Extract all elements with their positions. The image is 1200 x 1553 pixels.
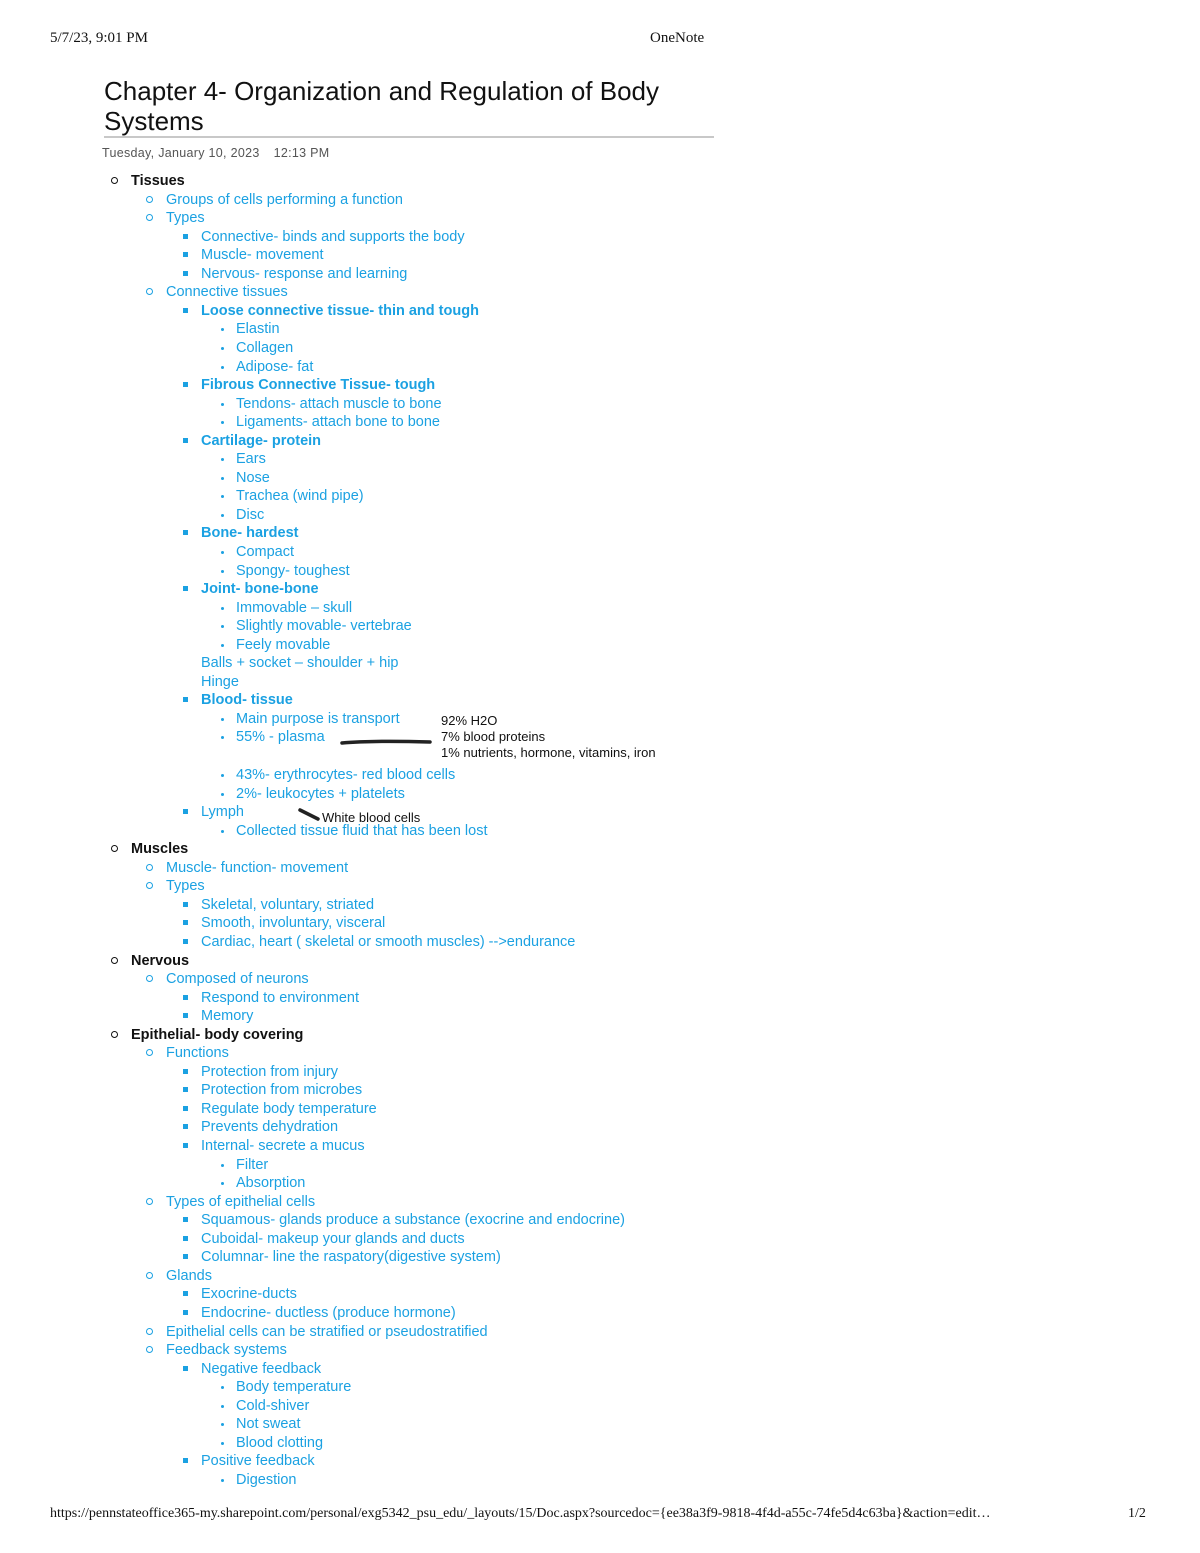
outline-item-text: Epithelial cells can be stratified or pseudostratified — [166, 1324, 488, 1340]
outline-item-text: Loose connective tissue- thin and tough — [201, 303, 479, 319]
outline-item-text: Smooth, involuntary, visceral — [201, 915, 386, 931]
outline-item-text: Muscles — [131, 841, 189, 857]
outline-item-text: Cardiac, heart ( skeletal or smooth muscles) -->endurance — [201, 934, 576, 950]
page-date: Tuesday, January 10, 2023 — [102, 146, 260, 160]
print-timestamp: 5/7/23, 9:01 PM — [50, 30, 148, 46]
outline-item-text: Memory — [201, 1008, 254, 1024]
outline-item-text: Skeletal, voluntary, striated — [201, 897, 375, 913]
outline-item-text: Regulate body temperature — [201, 1101, 377, 1117]
outline-item-text: Cuboidal- makeup your glands and ducts — [201, 1231, 465, 1247]
outline-item-text: Prevents dehydration — [201, 1119, 339, 1135]
outline-item-text: Protection from microbes — [201, 1082, 363, 1098]
outline-item-text: Types of epithelial cells — [166, 1194, 316, 1210]
outline-item-text: Compact — [236, 544, 295, 560]
outline-item-text: Epithelial- body covering — [131, 1027, 304, 1043]
outline-item-text: Blood clotting — [236, 1435, 324, 1451]
outline-item-text: Spongy- toughest — [236, 563, 350, 579]
outline-item-text: Cartilage- protein — [201, 433, 322, 449]
outline-item-text: Connective tissues — [166, 284, 288, 300]
outline-item-text: Trachea (wind pipe) — [236, 488, 364, 504]
outline-item-text: Feely movable — [236, 637, 331, 653]
outline-item-text: Body temperature — [236, 1379, 352, 1395]
outline-item-text: Internal- secrete a mucus — [201, 1138, 365, 1154]
outline-item-text: Connective- binds and supports the body — [201, 229, 465, 245]
outline-item-text: Nervous — [131, 953, 190, 969]
outline-item-text: Composed of neurons — [166, 971, 309, 987]
outline-item-text: Endocrine- ductless (produce hormone) — [201, 1305, 456, 1321]
outline-item-text: Protection from injury — [201, 1064, 338, 1080]
outline-item-text: Collagen — [236, 340, 294, 356]
outline-item-text: Respond to environment — [201, 990, 359, 1006]
outline-item-text: Cold-shiver — [236, 1398, 310, 1414]
outline-item-text: Collected tissue fluid that has been lost — [236, 823, 488, 839]
outline-item-text: Bone- hardest — [201, 525, 299, 541]
outline-item-text: Exocrine-ducts — [201, 1286, 297, 1302]
outline-item-text: Functions — [166, 1045, 229, 1061]
outline-item-text: Tissues — [131, 173, 185, 189]
plasma-note-water: 92% H2O — [441, 713, 498, 728]
outline-item-text: Tendons- attach muscle to bone — [236, 396, 442, 412]
outline-item-text: Feedback systems — [166, 1342, 287, 1358]
outline-item-text: Not sweat — [236, 1416, 301, 1432]
print-app-name: OneNote — [650, 30, 705, 46]
page-title: Chapter 4- Organization and Regulation of Body Systems — [104, 76, 660, 136]
outline-item-text: Adipose- fat — [236, 359, 314, 375]
outline-item-text: Hinge — [201, 674, 239, 690]
outline-item-text: Fibrous Connective Tissue- tough — [201, 377, 436, 393]
outline-item-text: Squamous- glands produce a substance (exocrine and endocrine) — [201, 1212, 625, 1228]
outline-item-text: 43%- erythrocytes- red blood cells — [236, 767, 456, 783]
lymph-note: White blood cells — [322, 810, 421, 825]
outline-item-text: Nose — [236, 470, 270, 486]
plasma-note-nutrients: 1% nutrients, hormone, vitamins, iron — [441, 745, 656, 760]
outline-item-text: Columnar- line the raspatory(digestive system) — [201, 1249, 501, 1265]
outline-item-text: Blood- tissue — [201, 692, 293, 708]
outline-item-text: Types — [166, 878, 205, 894]
outline-item-text: Main purpose is transport — [236, 711, 400, 727]
outline-item-text: Balls + socket – shoulder + hip — [201, 655, 399, 671]
outline-item-text: Negative feedback — [201, 1361, 322, 1377]
outline-item-text: Digestion — [236, 1472, 297, 1488]
outline-item-text: Elastin — [236, 321, 280, 337]
outline-item-text: Lymph — [201, 804, 244, 820]
ink-arrow-plasma — [342, 741, 430, 743]
outline-item-text: Immovable – skull — [236, 600, 353, 616]
outline-item-text: Types — [166, 210, 205, 226]
outline-item-text: Ears — [236, 451, 266, 467]
outline-item-text: Glands — [166, 1268, 212, 1284]
outline-item-text: Joint- bone-bone — [201, 581, 319, 597]
outline-item-text: Ligaments- attach bone to bone — [236, 414, 440, 430]
outline-item-text: Positive feedback — [201, 1453, 315, 1469]
outline-item-text: Groups of cells performing a function — [166, 192, 403, 208]
footer-page-number: 1/2 — [1128, 1506, 1146, 1521]
outline-item-text: Muscle- function- movement — [166, 860, 349, 876]
outline-item-text: Absorption — [236, 1175, 306, 1191]
outline-item-text: Muscle- movement — [201, 247, 324, 263]
footer-url: https://pennstateoffice365-my.sharepoint.com/personal/exg5342_psu_edu/_layouts/15/Doc.aspx?sourcedoc={ee38a3f9-9818-4f4d-a55c-74fe5d4c63ba}&action=edit… — [50, 1506, 991, 1521]
plasma-note-proteins: 7% blood proteins — [441, 729, 546, 744]
outline-item-text: Slightly movable- vertebrae — [236, 618, 412, 634]
outline-item-text: Disc — [236, 507, 265, 523]
outline-item-text: Nervous- response and learning — [201, 266, 408, 282]
outline-item-text: Filter — [236, 1157, 269, 1173]
outline-item-text: 2%- leukocytes + platelets — [236, 786, 405, 802]
page-time: 12:13 PM — [273, 146, 330, 160]
outline-item-text: 55% - plasma — [236, 729, 325, 745]
ink-arrow-lymph — [300, 810, 318, 819]
